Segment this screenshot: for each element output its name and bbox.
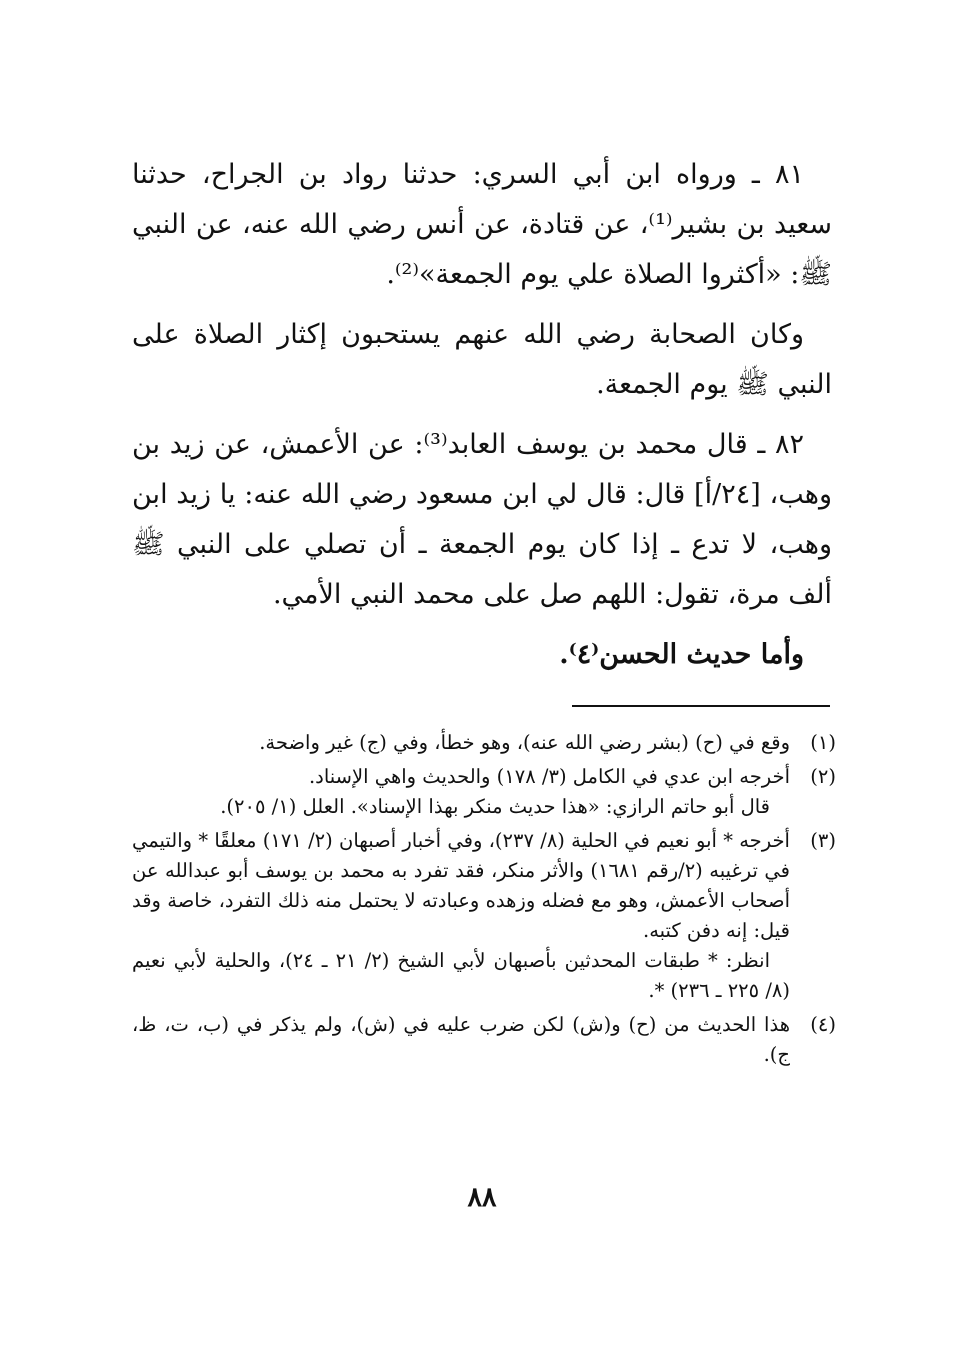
footnote-text: أخرجه * أبو نعيم في الحلية (٨/ ٢٣٧)، وفي أخبار أصبهان (٢/ ١٧١) معلقًا * والتيمي في ترغيبه (٢/رقم ١٦٨١) والأثر منكر، فقد تفرد به محمد بن يوسف أبو عبدالله عن أصحاب الأعمش، وهو مع فضله وزهده وعبادته لا يحتمل منه ذلك التفرد، خاصة وقد قيل: إنه دفن كتبه.	[132, 829, 791, 942]
footnotes	[132, 728, 836, 1074]
page-number: ٨٨	[467, 1182, 497, 1213]
footnote-number: (٣)	[810, 829, 836, 852]
footnote-3	[132, 826, 836, 1006]
footnote-body	[132, 826, 790, 1006]
footnote-number: (٤)	[810, 1013, 836, 1036]
footnote-body	[132, 728, 790, 758]
footnote-2	[132, 762, 836, 822]
footnote-1	[132, 728, 836, 758]
footnote-body	[132, 762, 790, 822]
footnote-text: قال أبو حاتم الرازي: «هذا حديث منكر بهذا الإسناد». العلل (١/ ٢٠٥).	[220, 795, 770, 818]
main-text	[132, 150, 832, 690]
footnote-body	[132, 1010, 790, 1070]
paragraph-hadith-82: ٨٢ ـ قال محمد بن يوسف العابد⁽³⁾: عن الأعمش، عن زيد بن وهب، [٢٤/أ] قال: قال لي ابن مسعود رضي الله عنه: يا زيد ابن وهب، لا تدع ـ إذا كان يوم الجمعة ـ أن تصلي على النبي ﷺ ألف مرة، تقول: اللهم صل على محمد النبي الأمي.	[132, 429, 832, 610]
footnote-4	[132, 1010, 836, 1070]
footnote-number: (١)	[810, 731, 836, 754]
paragraph-sahaba: وكان الصحابة رضي الله عنهم يستحبون إكثار الصلاة على النبي ﷺ يوم الجمعة.	[132, 319, 832, 400]
footnote-text: انظر: * طبقات المحدثين بأصبهان لأبي الشيخ (٢/ ٢١ ـ ٢٤)، والحلية لأبي نعيم (٨/ ٢٢٥ ـ ٢٣٦) *.	[132, 949, 790, 1002]
footnote-divider	[572, 705, 830, 707]
footnote-text: وقع في (ح) (بشر رضي الله عنه)، وهو خطأ، وفي (ج) غير واضحة.	[259, 731, 790, 754]
footnote-text: هذا الحديث من (ح) و(ش) لكن ضرب عليه في (ش)، ولم يذكر في (ب، ت، ظ، ج).	[132, 1013, 790, 1066]
footnote-number: (٢)	[810, 765, 836, 788]
paragraph-hadith-81: ٨١ ـ ورواه ابن أبي السري: حدثنا رواد بن الجراح، حدثنا سعيد بن بشير⁽¹⁾، عن قتادة، عن أنس رضي الله عنه، عن النبي ﷺ: «أكثروا الصلاة علي يوم الجمعة»⁽²⁾.	[132, 159, 832, 290]
footnote-text: أخرجه ابن عدي في الكامل (٣/ ١٧٨) والحديث واهي الإسناد.	[308, 765, 790, 788]
heading-hasan: وأما حديث الحسن⁽٤⁾.	[559, 639, 804, 670]
